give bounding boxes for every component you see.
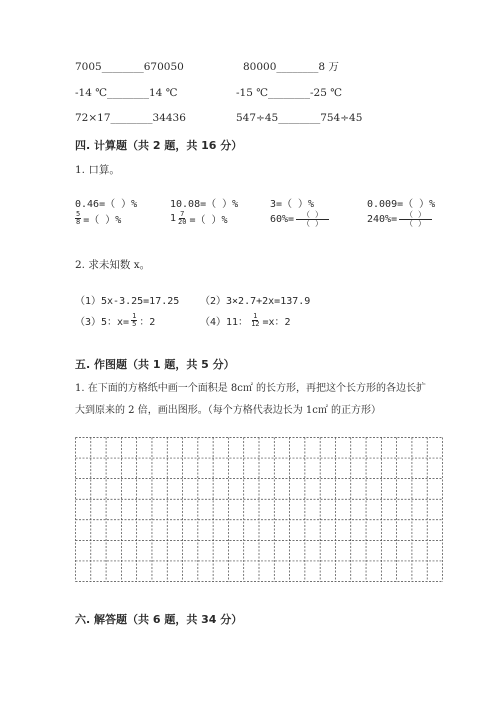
oral-c: 3=（ ）% [270,199,315,210]
compare-r1-left: 7005________670050 [75,61,184,73]
oral-h: 240%= $\frac{( )}{( )}$ [367,211,432,228]
compare-r2-right: -15 ℃________-25 ℃ [236,87,342,99]
equation-4: （4）11： $\frac{1}{12}$ =x：2 [200,312,291,328]
q2-label: 2. 求未知数 x。 [75,259,151,271]
section6-title: 六. 解答题（共 6 题，共 34 分） [75,613,243,626]
graph-paper-grid[interactable] [75,437,443,582]
q1-label: 1. 口算。 [75,164,120,176]
drawing-instruction-line2: 大到原来的 2 倍，画出图形。（每个方格代表边长为 1c㎡ 的正方形） [75,405,382,416]
oral-f: 1 $\frac{7}{20}$ =（ ）% [170,210,228,226]
oral-g: 60%= $\frac{( )}{( )}$ [270,211,329,228]
compare-r2-left: -14 ℃________14 ℃ [75,87,178,99]
fraction: $\frac{5}{8}$ [76,210,81,226]
oral-d: 0.009=（ ）% [367,199,436,210]
oral-a: 0.46=（ ）% [75,199,138,210]
section4-title: 四. 计算题（共 2 题，共 16 分） [75,139,243,152]
compare-r3-right: 547÷45________754÷45 [236,112,363,124]
fraction: $\frac{1}{12}$ [251,312,260,328]
equation-1: （1）5x-3.25=17.25 [75,296,180,307]
equation-3: （3）5：x= $\frac{1}{5}$ ：2 [75,312,156,328]
drawing-instruction-line1: 1. 在下面的方格纸中画一个面积是 8c㎡ 的长方形，再把这个长方形的各边长扩 [75,383,427,394]
section5-title: 五. 作图题（共 1 题，共 5 分） [75,358,235,371]
oral-e: $\frac{5}{8}$ =（ ）% [76,210,122,226]
mixed-number: 1 $\frac{7}{20}$ [170,210,187,226]
blank-fraction: $\frac{( )}{( )}$ [296,211,329,228]
compare-r1-right: 80000________8 万 [243,61,339,73]
grid-svg [75,437,443,582]
equation-2: （2）3×2.7+2x=137.9 [200,296,311,307]
blank-fraction: $\frac{( )}{( )}$ [399,211,432,228]
fraction: $\frac{1}{5}$ [132,312,137,328]
oral-b: 10.08=（ ）% [170,199,239,210]
compare-r3-left: 72×17________34436 [75,112,186,124]
